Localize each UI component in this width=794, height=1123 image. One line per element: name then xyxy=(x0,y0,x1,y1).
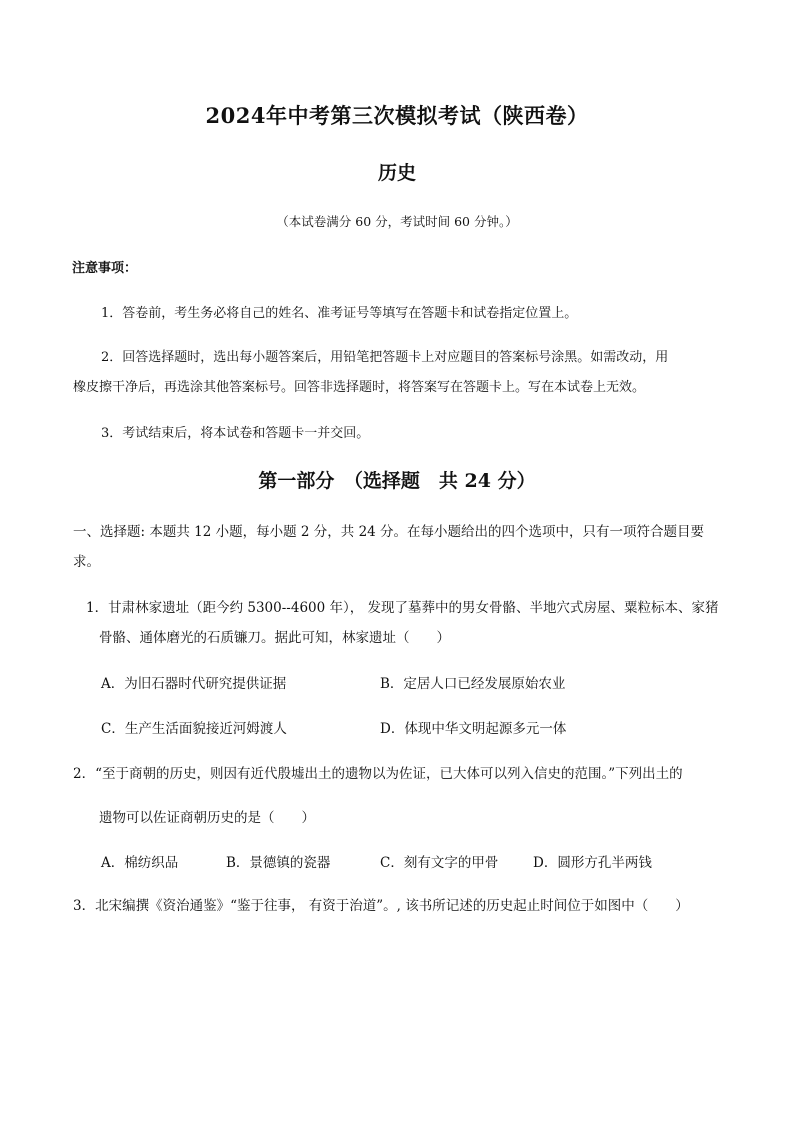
exam-title: 2024年中考第三次模拟考试（陕西卷） xyxy=(205,103,589,128)
exam-info: （本试卷满分 60 分，考试时间 60 分钟。） xyxy=(276,214,518,229)
question-stem-continuation: 骨骼、通体磨光的石质镰刀。据此可知，林家遗址（ ） xyxy=(99,630,450,646)
notice-item-continuation: 橡皮擦干净后，再选涂其他答案标号。回答非选择题时，将答案写在答题卡上。写在本试卷上无效。 xyxy=(73,380,646,395)
section-instruction: 一、选择题: 本题共 12 小题，每小题 2 分，共 24 分。在每小题给出的四个选项中，只有一项符合题目要 xyxy=(73,524,705,540)
question-stem-continuation: 遗物可以佐证商朝历史的是（ ） xyxy=(99,810,315,826)
option-d: D．体现中华文明起源多元一体 xyxy=(380,721,567,737)
notice-item: 3．考试结束后，将本试卷和答题卡一并交回。 xyxy=(101,426,370,441)
subject-heading: 历史 xyxy=(377,162,416,184)
section-heading: 第一部分 （选择题 共 24 分） xyxy=(258,470,536,492)
option-c: C．生产生活面貌接近河姆渡人 xyxy=(101,721,287,737)
notice-heading: 注意事项： xyxy=(72,261,138,276)
option-c: C．刻有文字的甲骨 xyxy=(380,855,499,871)
notice-item: 1．答卷前，考生务必将自己的姓名、准考证号等填写在答题卡和试卷指定位置上。 xyxy=(101,306,578,321)
option-a: A．棉纺织品 xyxy=(101,855,179,871)
question-stem: 2．“至于商朝的历史，则因有近代殷墟出土的遗物以为佐证，已大体可以列入信史的范围。”下列出土的 xyxy=(73,766,683,782)
option-b: B．定居人口已经发展原始农业 xyxy=(380,676,566,692)
notice-item: 2．回答选择题时，选出每小题答案后，用铅笔把答题卡上对应题目的答案标号涂黑。如需改动，用 xyxy=(101,350,669,365)
question-stem: 1．甘肃林家遗址（距今约 5300--4600 年）， 发现了墓葬中的男女骨骼、半地穴式房屋、粟粒标本、家猪 xyxy=(86,600,719,616)
section-instruction-continuation: 求。 xyxy=(73,554,100,570)
option-d: D．圆形方孔半两钱 xyxy=(533,855,652,871)
option-b: B．景德镇的瓷器 xyxy=(226,855,331,871)
option-a: A．为旧石器时代研究提供证据 xyxy=(101,676,287,692)
question-stem: 3．北宋编撰《资治通鉴》“鉴于往事， 有资于治道”。, 该书所记述的历史起止时间位于如图中（ ） xyxy=(73,898,689,914)
